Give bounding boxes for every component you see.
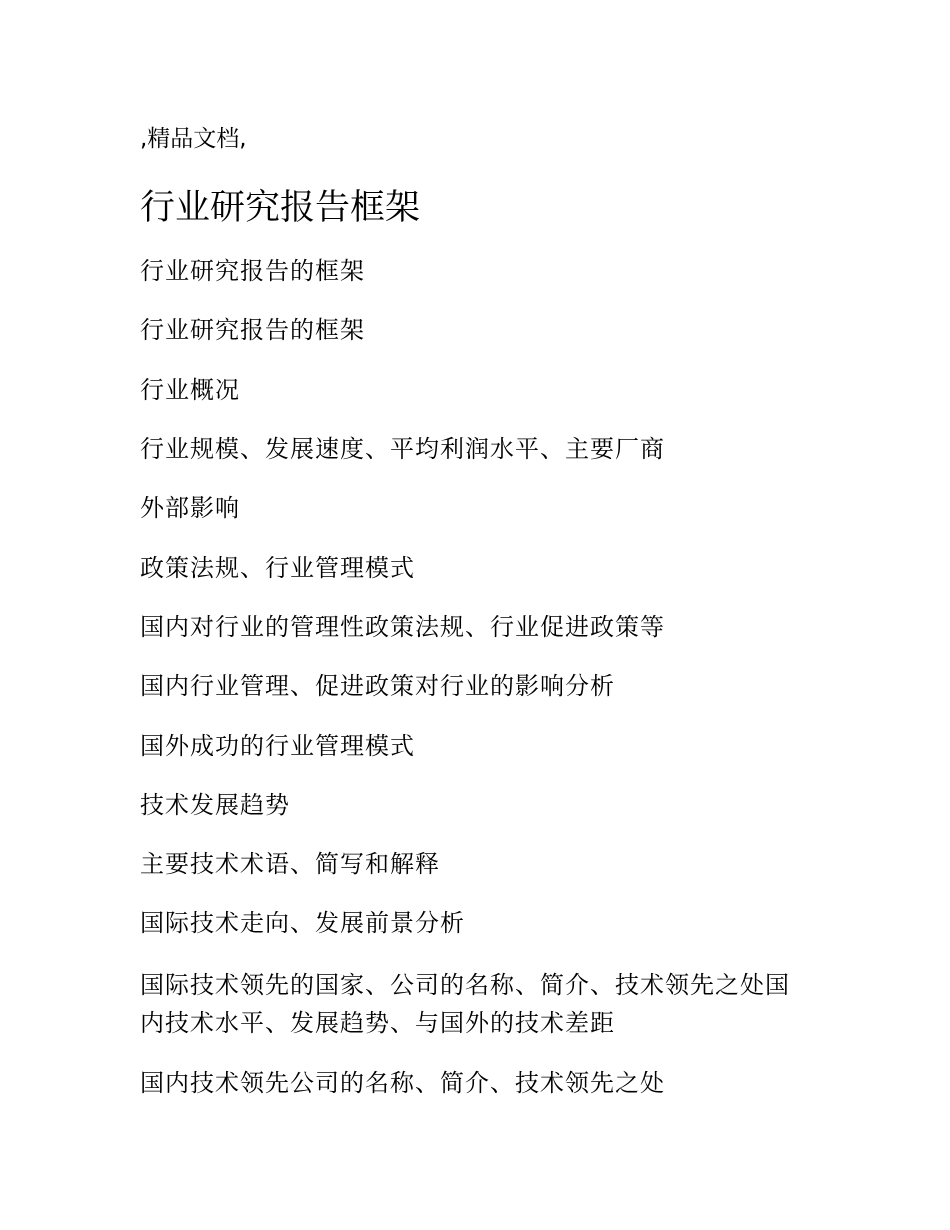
document-title: 行业研究报告框架 [140, 188, 421, 228]
body-line: 技术发展趋势 [140, 791, 290, 819]
body-line: 国外成功的行业管理模式 [140, 732, 415, 760]
body-line: 国内技术领先公司的名称、简介、技术领先之处 [140, 1069, 665, 1097]
body-line: 国内对行业的管理性政策法规、行业促进政策等 [140, 613, 665, 641]
body-line: 主要技术术语、简写和解释 [140, 850, 440, 878]
body-line: 国际技术走向、发展前景分析 [140, 909, 465, 937]
body-line: 外部影响 [140, 494, 240, 522]
body-line: 行业概况 [140, 376, 240, 404]
header-note: ,精品文档, [140, 126, 247, 152]
body-line: 国内行业管理、促进政策对行业的影响分析 [140, 672, 615, 700]
body-line: 行业研究报告的框架 [140, 257, 365, 285]
body-line: 政策法规、行业管理模式 [140, 554, 415, 582]
body-line: 行业规模、发展速度、平均利润水平、主要厂商 [140, 435, 665, 463]
body-paragraph: 国际技术领先的国家、公司的名称、简介、技术领先之处国内技术水平、发展趋势、与国外的技术差距 [140, 971, 790, 1037]
body-line: 行业研究报告的框架 [140, 316, 365, 344]
